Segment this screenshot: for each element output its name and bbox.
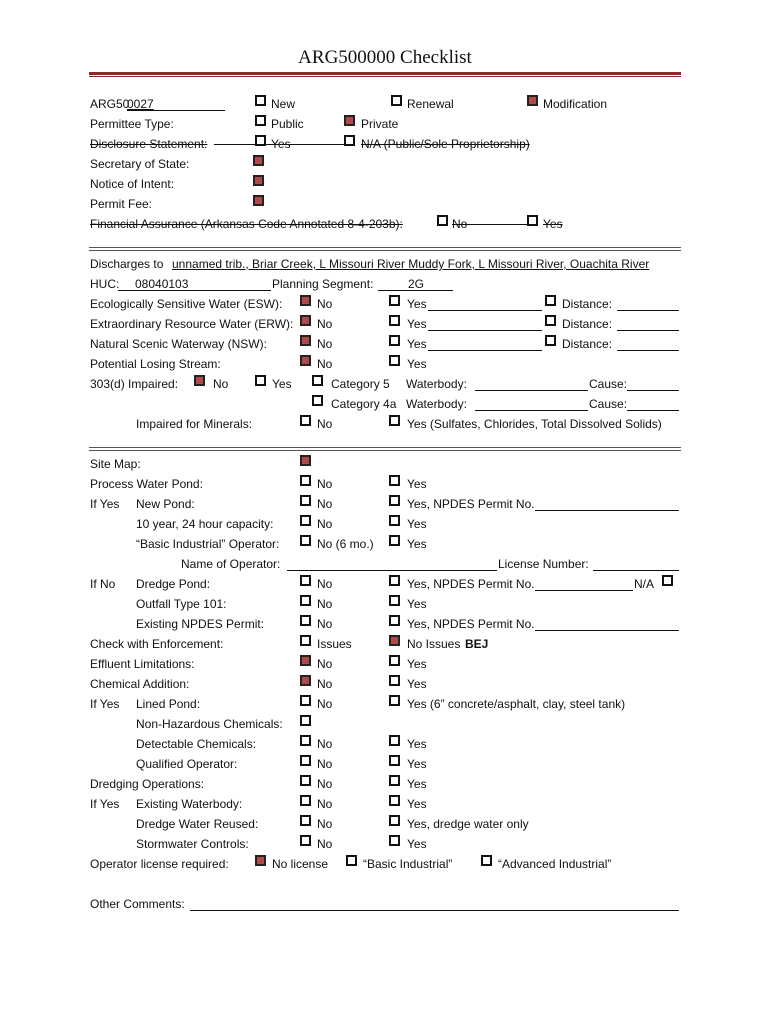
existing-npdes-yes-label: Yes, NPDES Permit No. — [407, 617, 535, 631]
dredging-no-label: No — [317, 777, 333, 791]
disclosure-yes-checkbox[interactable] — [255, 135, 266, 146]
qualified-no-checkbox[interactable] — [300, 755, 311, 766]
erw-distance-label: Distance: — [562, 317, 613, 331]
chemical-no-checkbox[interactable] — [300, 675, 311, 686]
chemical-yes-label: Yes — [407, 677, 427, 691]
private-label: Private — [361, 117, 399, 131]
stormwater-no-checkbox[interactable] — [300, 835, 311, 846]
erw-no-label: No — [317, 317, 333, 331]
dredge-reused-no-label: No — [317, 817, 333, 831]
losing-yes-label: Yes — [407, 357, 427, 371]
existing-wb-no-checkbox[interactable] — [300, 795, 311, 806]
outfall-label: Outfall Type 101: — [136, 597, 227, 611]
no-license-label: No license — [272, 857, 329, 871]
nsw-label: Natural Scenic Waterway (NSW): — [90, 337, 267, 351]
permit-number: 0027 — [127, 97, 154, 111]
nsw-yes-line — [428, 350, 542, 351]
erw-yes-line — [428, 330, 542, 331]
esw-yes-line — [428, 310, 542, 311]
outfall-no-label: No — [317, 597, 333, 611]
no-license-checkbox[interactable] — [255, 855, 266, 866]
detectable-no-checkbox[interactable] — [300, 735, 311, 746]
losing-no-checkbox[interactable] — [300, 355, 311, 366]
private-checkbox[interactable] — [344, 115, 355, 126]
advanced-industrial-label: “Advanced Industrial” — [498, 857, 612, 871]
existing-wb-no-label: No — [317, 797, 333, 811]
dredging-label: Dredging Operations: — [90, 777, 205, 791]
dredge-reused-label: Dredge Water Reused: — [136, 817, 259, 831]
planning-value: 2G — [408, 277, 425, 291]
esw-distance-line — [617, 310, 679, 311]
stormwater-no-label: No — [317, 837, 333, 851]
stormwater-yes-checkbox[interactable] — [389, 835, 400, 846]
modification-checkbox[interactable] — [527, 95, 538, 106]
dredge-pond-no-label: No — [317, 577, 333, 591]
capacity-yes-label: Yes — [407, 517, 427, 531]
existing-npdes-no-label: No — [317, 617, 333, 631]
dredge-pond-na-label: N/A — [634, 577, 655, 591]
cat4a-waterbody-label: Waterbody: — [406, 397, 467, 411]
enforcement-no-issues-label: No Issues — [407, 637, 461, 651]
cat5-cause-line — [627, 390, 679, 391]
erw-distance-line — [617, 330, 679, 331]
impaired-no-checkbox[interactable] — [194, 375, 205, 386]
planning-line — [378, 290, 453, 291]
financial-yes-checkbox[interactable] — [527, 215, 538, 226]
disclosure-label: Disclosure Statement: — [90, 137, 208, 151]
esw-no-checkbox[interactable] — [300, 295, 311, 306]
losing-no-label: No — [317, 357, 333, 371]
cat4a-checkbox[interactable] — [312, 395, 323, 406]
disclosure-na-checkbox[interactable] — [344, 135, 355, 146]
non-haz-checkbox[interactable] — [300, 715, 311, 726]
erw-yes-label: Yes — [407, 317, 427, 331]
financial-no-checkbox[interactable] — [437, 215, 448, 226]
nsw-no-label: No — [317, 337, 333, 351]
losing-label: Potential Losing Stream: — [90, 357, 221, 371]
process-pond-yes-label: Yes — [407, 477, 427, 491]
financial-no-label: No — [452, 217, 468, 231]
minerals-label: Impaired for Minerals: — [136, 417, 253, 431]
dredge-pond-label: Dredge Pond: — [136, 577, 211, 591]
existing-wb-yes-label: Yes — [407, 797, 427, 811]
erw-label: Extraordinary Resource Water (ERW): — [90, 317, 294, 331]
other-comments-label: Other Comments: — [90, 897, 185, 911]
other-comments-line[interactable] — [190, 910, 679, 911]
basic-industrial-checkbox[interactable] — [346, 855, 357, 866]
qualified-label: Qualified Operator: — [136, 757, 238, 771]
cat5-checkbox[interactable] — [312, 375, 323, 386]
new-pond-no-label: No — [317, 497, 333, 511]
erw-no-checkbox[interactable] — [300, 315, 311, 326]
renewal-checkbox[interactable] — [391, 95, 402, 106]
dredging-yes-label: Yes — [407, 777, 427, 791]
title-rule-thin — [89, 76, 681, 77]
planning-label: Planning Segment: — [272, 277, 374, 291]
fee-label: Permit Fee: — [90, 197, 153, 211]
existing-wb-label: Existing Waterbody: — [136, 797, 243, 811]
new-checkbox[interactable] — [255, 95, 266, 106]
fee-checkbox[interactable] — [253, 195, 264, 206]
effluent-no-checkbox[interactable] — [300, 655, 311, 666]
erw-yes-checkbox[interactable] — [389, 315, 400, 326]
name-op-line — [287, 570, 497, 571]
site-map-checkbox[interactable] — [300, 455, 311, 466]
license-num-line — [593, 570, 679, 571]
chemical-no-label: No — [317, 677, 333, 691]
non-haz-label: Non-Hazardous Chemicals: — [136, 717, 283, 731]
if-yes-label-2: If Yes — [90, 697, 120, 711]
esw-no-label: No — [317, 297, 333, 311]
lined-pond-yes-label: Yes (6” concrete/asphalt, clay, steel tank) — [407, 697, 626, 711]
huc-value: 08040103 — [135, 277, 189, 291]
basic-op-no-label: No (6 mo.) — [317, 537, 374, 551]
basic-op-yes-checkbox[interactable] — [389, 535, 400, 546]
basic-industrial-label: “Basic Industrial” — [363, 857, 453, 871]
cat4a-label: Category 4a — [331, 397, 397, 411]
qualified-yes-label: Yes — [407, 757, 427, 771]
cat4a-waterbody-line — [475, 410, 588, 411]
dredge-reused-yes-checkbox[interactable] — [389, 815, 400, 826]
financial-label: Financial Assurance (Arkansas Code Annotated 8-4-203b): — [90, 217, 403, 231]
minerals-no-checkbox[interactable] — [300, 415, 311, 426]
basic-op-yes-label: Yes — [407, 537, 427, 551]
impaired-label: 303(d) Impaired: — [90, 377, 179, 391]
enforcement-label: Check with Enforcement: — [90, 637, 224, 651]
sos-checkbox[interactable] — [253, 155, 264, 166]
enforcement-bej: BEJ — [465, 637, 489, 651]
new-pond-label: New Pond: — [136, 497, 195, 511]
section-divider-2 — [89, 447, 681, 451]
permit-number-line — [127, 110, 225, 111]
capacity-yes-checkbox[interactable] — [389, 515, 400, 526]
huc-line — [118, 290, 271, 291]
esw-distance-label: Distance: — [562, 297, 613, 311]
public-checkbox[interactable] — [255, 115, 266, 126]
financial-yes-label: Yes — [543, 217, 563, 231]
effluent-no-label: No — [317, 657, 333, 671]
process-pond-yes-checkbox[interactable] — [389, 475, 400, 486]
effluent-yes-label: Yes — [407, 657, 427, 671]
process-pond-no-label: No — [317, 477, 333, 491]
detectable-label: Detectable Chemicals: — [136, 737, 257, 751]
process-pond-label: Process Water Pond: — [90, 477, 203, 491]
lined-pond-no-label: No — [317, 697, 333, 711]
disclosure-yes-label: Yes — [271, 137, 291, 151]
dredge-pond-na-checkbox[interactable] — [662, 575, 673, 586]
chemical-label: Chemical Addition: — [90, 677, 190, 691]
section-divider-1 — [89, 247, 681, 251]
license-num-label: License Number: — [498, 557, 589, 571]
chemical-yes-checkbox[interactable] — [389, 675, 400, 686]
cat5-waterbody-line — [475, 390, 588, 391]
outfall-yes-checkbox[interactable] — [389, 595, 400, 606]
impaired-no-label: No — [213, 377, 229, 391]
existing-npdes-yes-checkbox[interactable] — [389, 615, 400, 626]
if-yes-label: If Yes — [90, 497, 120, 511]
qualified-yes-checkbox[interactable] — [389, 755, 400, 766]
public-label: Public — [271, 117, 304, 131]
capacity-no-label: No — [317, 517, 333, 531]
title-rule — [89, 72, 681, 75]
enforcement-issues-checkbox[interactable] — [300, 635, 311, 646]
financial-strike-line — [452, 224, 528, 225]
effluent-yes-checkbox[interactable] — [389, 655, 400, 666]
huc-label: HUC: — [90, 277, 120, 291]
erw-distance-checkbox[interactable] — [545, 315, 556, 326]
cat5-waterbody-label: Waterbody: — [406, 377, 467, 391]
discharges-label: Discharges to — [90, 257, 164, 271]
permittee-type-label: Permittee Type: — [90, 117, 174, 131]
disclosure-na-label: N/A (Public/Sole Proprietorship) — [361, 137, 530, 151]
minerals-yes-checkbox[interactable] — [389, 415, 400, 426]
qualified-no-label: No — [317, 757, 333, 771]
discharges-value: unnamed trib., Briar Creek, L Missouri River Muddy Fork, L Missouri River, Ouachita River — [172, 257, 650, 271]
name-op-label: Name of Operator: — [181, 557, 281, 571]
lined-pond-yes-checkbox[interactable] — [389, 695, 400, 706]
new-label: New — [271, 97, 296, 111]
cat5-label: Category 5 — [331, 377, 390, 391]
process-pond-no-checkbox[interactable] — [300, 475, 311, 486]
detectable-no-label: No — [317, 737, 333, 751]
noi-label: Notice of Intent: — [90, 177, 175, 191]
stormwater-yes-label: Yes — [407, 837, 427, 851]
nsw-distance-label: Distance: — [562, 337, 613, 351]
permit-prefix: ARG50 — [90, 97, 130, 111]
detectable-yes-label: Yes — [407, 737, 427, 751]
detectable-yes-checkbox[interactable] — [389, 735, 400, 746]
esw-yes-label: Yes — [407, 297, 427, 311]
enforcement-no-issues-checkbox[interactable] — [389, 635, 400, 646]
impaired-yes-label: Yes — [272, 377, 292, 391]
basic-op-no-checkbox[interactable] — [300, 535, 311, 546]
existing-npdes-line — [535, 630, 679, 631]
esw-distance-checkbox[interactable] — [545, 295, 556, 306]
dredge-reused-yes-label: Yes, dredge water only — [407, 817, 529, 831]
enforcement-issues-label: Issues — [317, 637, 352, 651]
dredge-pond-yes-checkbox[interactable] — [389, 575, 400, 586]
page-title: ARG500000 Checklist — [298, 47, 472, 68]
capacity-label: 10 year, 24 hour capacity: — [136, 517, 274, 531]
lined-pond-no-checkbox[interactable] — [300, 695, 311, 706]
esw-yes-checkbox[interactable] — [389, 295, 400, 306]
dredge-pond-no-checkbox[interactable] — [300, 575, 311, 586]
dredging-yes-checkbox[interactable] — [389, 775, 400, 786]
existing-wb-yes-checkbox[interactable] — [389, 795, 400, 806]
effluent-label: Effluent Limitations: — [90, 657, 195, 671]
capacity-no-checkbox[interactable] — [300, 515, 311, 526]
new-pond-yes-checkbox[interactable] — [389, 495, 400, 506]
noi-checkbox[interactable] — [253, 175, 264, 186]
minerals-no-label: No — [317, 417, 333, 431]
outfall-yes-label: Yes — [407, 597, 427, 611]
dredge-reused-no-checkbox[interactable] — [300, 815, 311, 826]
new-pond-no-checkbox[interactable] — [300, 495, 311, 506]
nsw-no-checkbox[interactable] — [300, 335, 311, 346]
cat4a-cause-line — [627, 410, 679, 411]
nsw-distance-line — [617, 350, 679, 351]
losing-yes-checkbox[interactable] — [389, 355, 400, 366]
dredge-pond-npdes-line — [535, 590, 633, 591]
nsw-distance-checkbox[interactable] — [545, 335, 556, 346]
dredging-no-checkbox[interactable] — [300, 775, 311, 786]
modification-label: Modification — [543, 97, 608, 111]
outfall-no-checkbox[interactable] — [300, 595, 311, 606]
renewal-label: Renewal — [407, 97, 454, 111]
license-req-label: Operator license required: — [90, 857, 229, 871]
basic-op-label: “Basic Industrial” Operator: — [136, 537, 280, 551]
existing-npdes-label: Existing NPDES Permit: — [136, 617, 265, 631]
cat4a-cause-label: Cause: — [589, 397, 628, 411]
existing-npdes-no-checkbox[interactable] — [300, 615, 311, 626]
if-yes-label-3: If Yes — [90, 797, 120, 811]
new-pond-npdes-line — [535, 510, 679, 511]
advanced-industrial-checkbox[interactable] — [481, 855, 492, 866]
cat5-cause-label: Cause: — [589, 377, 628, 391]
site-map-label: Site Map: — [90, 457, 141, 471]
dredge-pond-yes-label: Yes, NPDES Permit No. — [407, 577, 535, 591]
impaired-yes-checkbox[interactable] — [255, 375, 266, 386]
esw-label: Ecologically Sensitive Water (ESW): — [90, 297, 283, 311]
new-pond-yes-label: Yes, NPDES Permit No. — [407, 497, 535, 511]
stormwater-label: Stormwater Controls: — [136, 837, 249, 851]
nsw-yes-checkbox[interactable] — [389, 335, 400, 346]
nsw-yes-label: Yes — [407, 337, 427, 351]
sos-label: Secretary of State: — [90, 157, 190, 171]
minerals-yes-label: Yes (Sulfates, Chlorides, Total Dissolved Solids) — [407, 417, 662, 431]
lined-pond-label: Lined Pond: — [136, 697, 201, 711]
if-no-label: If No — [90, 577, 116, 591]
